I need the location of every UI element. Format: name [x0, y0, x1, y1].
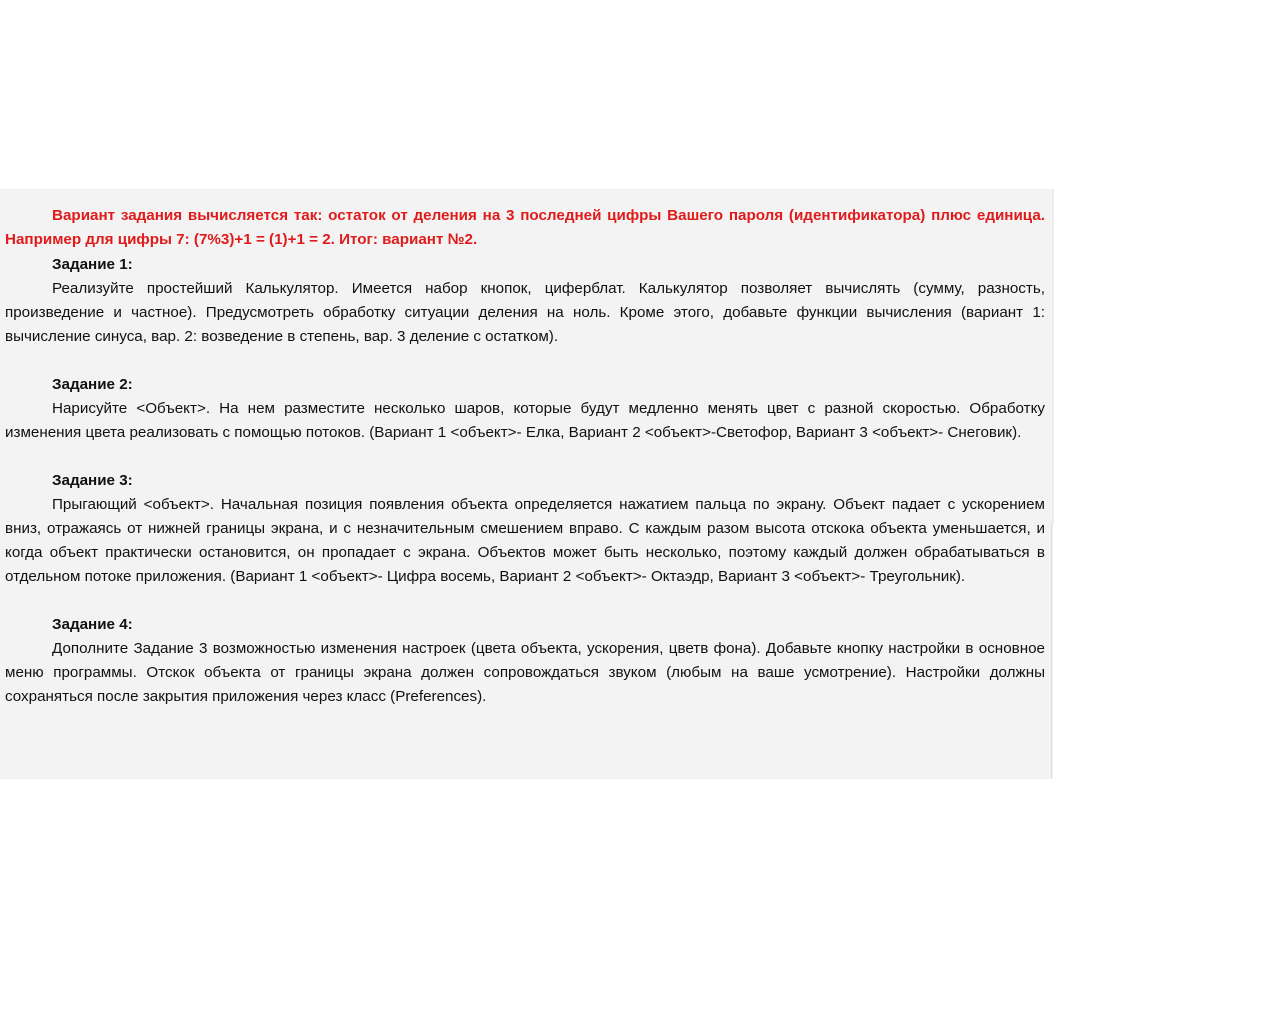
- task-4-title: Задание 4:: [52, 616, 133, 633]
- task-1: [5, 252, 1045, 349]
- task-3-text: Прыгающий <объект>. Начальная позиция появления объекта определяется нажатием пальца по экрану. Объект падает с ускорением вниз, отражаясь от нижней границы экрана, и с незначительным смешением вправо. С каждым разом высота отскока объекта уменьшается, и когда объект практически остановится, он пропадает с экрана. Объектов может быть несколько, поэтому каждый должен обрабатываться в отдельном потоке приложения. (Вариант 1 <объект>- Цифра восемь, Вариант 2 <объект>- Октаэдр, Вариант 3 <объект>- Треугольник).: [5, 496, 1045, 585]
- spacer: [5, 589, 1045, 612]
- task-2-text: Нарисуйте <Объект>. На нем разместите несколько шаров, которые будут медленно менять цвет с разной скоростью. Обработку изменения цвета реализовать с помощью потоков. (Вариант 1 <объект>- Елка, Вариант 2 <объект>-Светофор, Вариант 3 <объект>- Снеговик).: [5, 400, 1045, 441]
- task-4-text: Дополните Задание 3 возможностью изменения настроек (цвета объекта, ускорения, цветв фона). Добавьте кнопку настройки в основное меню программы. Отскок объекта от границы экрана должен сопровождаться звуком (любым на ваше усмотрение). Настройки должны сохраняться после закрытия приложения через класс (Preferences).: [5, 640, 1045, 705]
- variant-note: Вариант задания вычисляется так: остаток от деления на 3 последней цифры Вашего пароля (идентификатора) плюс единица. Например для цифры 7: (7%3)+1 = (1)+1 = 2. Итог: вариант №2.: [5, 207, 1045, 248]
- panel-edge-shadow: [1052, 189, 1054, 524]
- task-4: [5, 612, 1045, 709]
- task-2-title: Задание 2:: [52, 376, 133, 393]
- document-panel: [0, 189, 1053, 779]
- task-3: [5, 468, 1045, 589]
- spacer: [5, 349, 1045, 372]
- task-1-text: Реализуйте простейший Калькулятор. Имеется набор кнопок, циферблат. Калькулятор позволяет вычислять (сумму, разность, произведение и частное). Предусмотреть обработку ситуации деления на ноль. Кроме этого, добавьте функции вычисления (вариант 1: вычисление синуса, вар. 2: возведение в степень, вар. 3 деление с остатком).: [5, 280, 1045, 345]
- panel-edge-line: [1051, 523, 1052, 778]
- task-3-title: Задание 3:: [52, 472, 133, 489]
- task-1-title: Задание 1:: [52, 256, 133, 273]
- task-2: [5, 372, 1045, 445]
- document-content: [5, 204, 1045, 709]
- spacer: [5, 445, 1045, 468]
